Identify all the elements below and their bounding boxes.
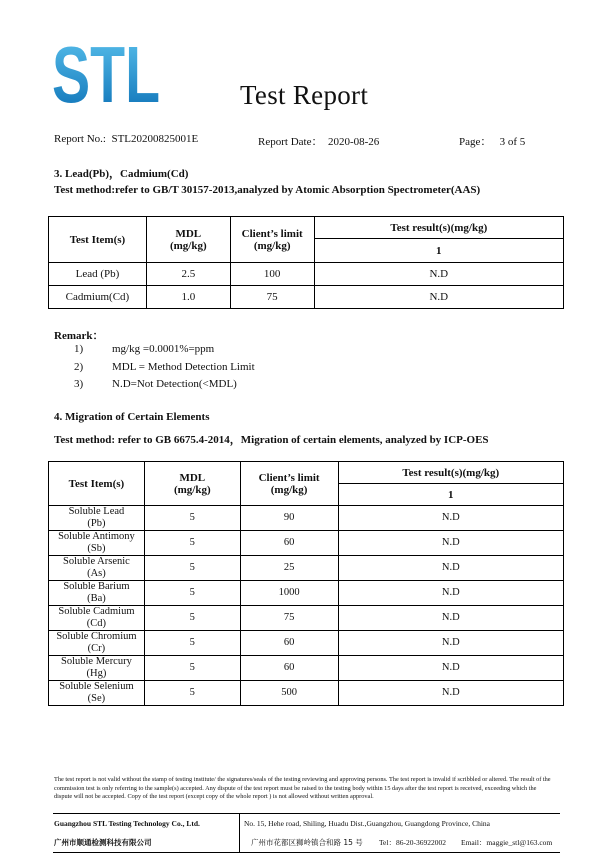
remark-num: 3) [74, 378, 84, 390]
telephone: Tel：86-20-36922002 [379, 838, 446, 847]
test-item: Soluble Lead (Pb) [49, 506, 145, 531]
result-value: N.D [338, 681, 563, 706]
lead-cadmium-table [48, 216, 564, 309]
header-mdl: MDL (mg/kg) [146, 217, 230, 263]
mdl-value: 5 [144, 681, 240, 706]
footer [53, 813, 560, 853]
header-test-result: Test result(s)(mg/kg) [314, 217, 563, 239]
header-client-limit: Client’s limit (mg/kg) [240, 462, 338, 506]
svg-text:STL: STL [52, 30, 160, 119]
header-mdl: MDL (mg/kg) [144, 462, 240, 506]
limit-value: 60 [240, 631, 338, 656]
test-item: Soluble Antimony (Sb) [49, 531, 145, 556]
table-row [49, 263, 564, 286]
address-en: No. 15, Hehe road, Shiling, Huadu Dist.,Guangzhou, Guangdong Province, China [244, 819, 491, 828]
header-client-limit: Client’s limit (mg/kg) [230, 217, 314, 263]
section-3-heading: 3. Lead(Pb)，Cadmium(Cd) [54, 168, 189, 180]
result-value: N.D [338, 506, 563, 531]
table-row [49, 581, 564, 606]
limit-value: 90 [240, 506, 338, 531]
result-value: N.D [314, 263, 563, 286]
header-sample-1: 1 [314, 239, 563, 263]
footer-divider [239, 814, 240, 852]
mdl-value: 1.0 [146, 286, 230, 309]
result-value: N.D [338, 556, 563, 581]
limit-value: 500 [240, 681, 338, 706]
remark-num: 1) [74, 343, 84, 355]
result-value: N.D [338, 631, 563, 656]
migration-table [48, 461, 564, 706]
table-row [49, 606, 564, 631]
mdl-value: 5 [144, 531, 240, 556]
table-row [49, 681, 564, 706]
mdl-value: 5 [144, 631, 240, 656]
limit-value: 100 [230, 263, 314, 286]
result-value: N.D [338, 606, 563, 631]
test-item: Lead (Pb) [49, 263, 147, 286]
company-name-en: Guangzhou STL Testing Technology Co., Ltd. [54, 819, 200, 828]
test-item: Soluble Mercury (Hg) [49, 656, 145, 681]
mdl-value: 5 [144, 656, 240, 681]
report-date: Report Date： 2020-08-26 [258, 136, 380, 148]
mdl-value: 5 [144, 556, 240, 581]
result-value: N.D [338, 581, 563, 606]
test-item: Soluble Arsenic (As) [49, 556, 145, 581]
test-item: Soluble Selenium (Se) [49, 681, 145, 706]
header-sample-1: 1 [338, 484, 563, 506]
section-3-method: Test method:refer to GB/T 30157-2013,analyzed by Atomic Absorption Spectrometer(AAS) [54, 184, 481, 196]
table-row [49, 286, 564, 309]
mdl-value: 5 [144, 581, 240, 606]
section-4-heading: 4. Migration of Certain Elements [54, 411, 210, 423]
table-row [49, 506, 564, 531]
limit-value: 25 [240, 556, 338, 581]
test-item: Soluble Chromium (Cr) [49, 631, 145, 656]
remark-text: mg/kg =0.0001%=ppm [112, 343, 215, 355]
limit-value: 60 [240, 531, 338, 556]
address-cn: 广州市花都区狮岭镇合和路 15 号 [251, 838, 363, 847]
email: Email：maggie_stl@163.com [461, 838, 553, 847]
page-number: Page： 3 of 5 [459, 136, 526, 148]
remark-text: N.D=Not Detection(<MDL) [112, 378, 237, 390]
mdl-value: 5 [144, 606, 240, 631]
section-4-method: Test method: refer to GB 6675.4-2014，Migration of certain elements, analyzed by ICP-OES [54, 434, 489, 446]
header-test-result: Test result(s)(mg/kg) [338, 462, 563, 484]
test-item: Soluble Barium (Ba) [49, 581, 145, 606]
limit-value: 75 [240, 606, 338, 631]
test-item: Cadmium(Cd) [49, 286, 147, 309]
mdl-value: 5 [144, 506, 240, 531]
table-row [49, 656, 564, 681]
header-test-item: Test Item(s) [49, 217, 147, 263]
table-row [49, 531, 564, 556]
page-title: Test Report [240, 80, 369, 110]
table-row [49, 556, 564, 581]
limit-value: 60 [240, 656, 338, 681]
limit-value: 75 [230, 286, 314, 309]
test-item: Soluble Cadmium (Cd) [49, 606, 145, 631]
validity-footnote: The test report is not valid without the stamp of testing institute/ the signatures/seals of the testing reviewing and approving persons. The test report is invalid if scribbled or altered. The result of the commission test is only referring to the sample(s) accepted. Any dispute of the test report must be raised to the testing body within 15 days after the test report is received, exceeding which the dispute will not be accepted. Copy of the test report (except copy of the whole report ) is not allowed without written approval. [54, 776, 551, 801]
result-value: N.D [338, 531, 563, 556]
header-test-item: Test Item(s) [49, 462, 145, 506]
remark-label: Remark： [54, 330, 104, 342]
table-row [49, 631, 564, 656]
limit-value: 1000 [240, 581, 338, 606]
result-value: N.D [338, 656, 563, 681]
mdl-value: 2.5 [146, 263, 230, 286]
result-value: N.D [314, 286, 563, 309]
company-name-cn: 广州市顺通检测科技有限公司 [54, 838, 152, 847]
report-number: Report No.: STL20200825001E [54, 133, 199, 145]
remark-num: 2) [74, 361, 84, 373]
company-logo [52, 30, 162, 119]
remark-text: MDL = Method Detection Limit [112, 361, 255, 373]
